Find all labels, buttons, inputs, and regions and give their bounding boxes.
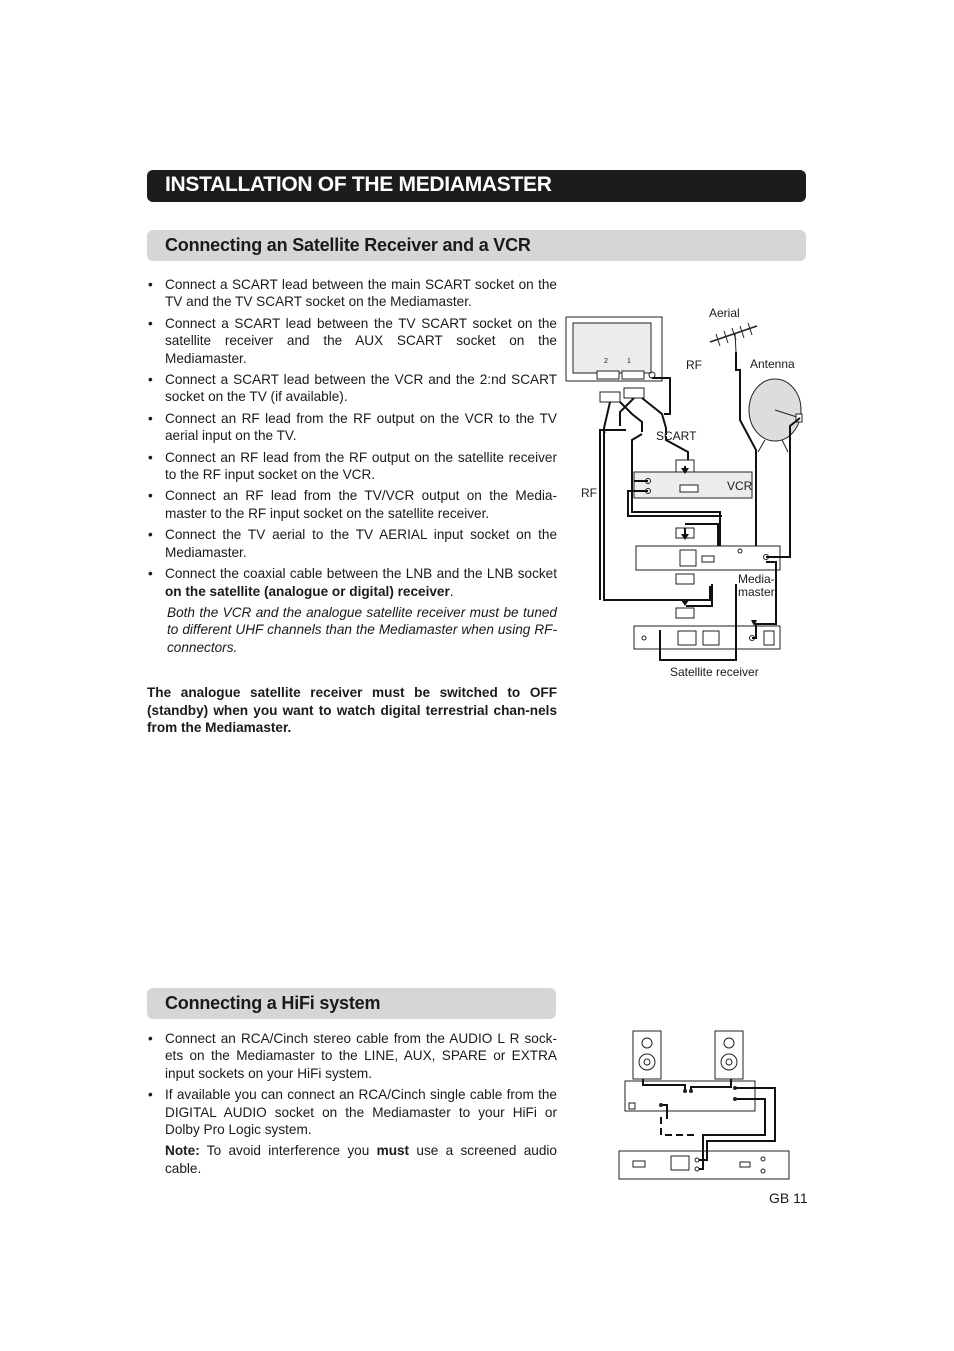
hifi-instructions <box>147 1030 557 1181</box>
tv-socket-2-label: 2 <box>604 358 608 365</box>
hifi-wiring-diagram <box>615 1025 795 1185</box>
list-item: • If available you can connect an RCA/Cinch single cable from the DIGITAL AUDIO socket on the Mediamaster to your HiFi or Dolby Pro Logic system. <box>147 1086 557 1138</box>
lnb-instruction-end: . <box>449 583 454 599</box>
left-speaker-icon <box>633 1031 661 1079</box>
section-heading-bar-satellite-vcr <box>147 230 806 261</box>
list-item: • Connect an RF lead from the RF output on the VCR to the TV aerial input on the TV. <box>147 410 557 445</box>
rf-label-top: RF <box>686 358 702 372</box>
page-number: GB 11 <box>769 1190 808 1206</box>
page-title: INSTALLATION OF THE MEDIAMASTER <box>165 173 552 196</box>
standby-warning: The analogue satellite receiver must be switched to OFF (standby) when you want to watch digital terrestrial chan-nels from the Mediamaster. <box>147 685 557 736</box>
satellite-dish-icon <box>749 379 802 452</box>
tv-socket-1-label: 1 <box>627 358 631 365</box>
list-item: • Connect a SCART lead between the main SCART socket on the TV and the TV SCART socket on the Mediamaster. <box>147 276 557 311</box>
satellite-receiver-device <box>634 626 780 649</box>
mediamaster-label-line1: Media- <box>738 572 775 586</box>
page-title-bar <box>147 170 806 202</box>
aerial-icon <box>710 323 757 352</box>
section-heading-satellite-vcr: Connecting an Satellite Receiver and a VCR <box>165 235 531 255</box>
satellite-receiver-label: Satellite receiver <box>670 665 759 679</box>
satellite-vcr-instructions <box>147 276 557 660</box>
rf-label-left: RF <box>581 486 597 500</box>
note-label: Note: <box>165 1143 200 1159</box>
section-heading-hifi: Connecting a HiFi system <box>165 993 381 1013</box>
list-item <box>147 565 557 600</box>
mediamaster-label <box>738 573 775 599</box>
uhf-channel-note-text: Both the VCR and the analogue satellite receiver must be tuned to different UHF channels than the Mediamaster when using RF-connectors. <box>167 604 557 655</box>
list-item: • Connect an RF lead from the RF output on the satellite receiver to the RF input socket on the VCR. <box>147 449 557 484</box>
list-item: • Connect a SCART lead between the VCR and the 2:nd SCART socket on the TV (if available). <box>147 371 557 406</box>
list-item: • Connect an RCA/Cinch stereo cable from the AUDIO L R sock-ets on the Mediamaster to the LINE, AUX, SPARE or EXTRA input sockets on your HiFi system. <box>147 1030 557 1082</box>
note-bold-must: must <box>376 1143 410 1159</box>
note-text-2: use a screened audio cable. <box>165 1143 557 1176</box>
list-item: • Connect a SCART lead between the TV SCART socket on the satellite receiver and the AUX SCART socket on the Mediamaster. <box>147 315 557 367</box>
right-speaker-icon <box>715 1031 743 1079</box>
antenna-label: Antenna <box>750 357 795 371</box>
list-item: • Connect an RF lead from the TV/VCR output on the Media-master to the RF input socket on the satellite receiver. <box>147 487 557 522</box>
lnb-instruction-text: Connect the coaxial cable between the LNB and the LNB socket <box>165 566 557 582</box>
vcr-label: VCR <box>727 479 753 493</box>
section-heading-bar-hifi <box>147 988 556 1019</box>
aerial-label: Aerial <box>709 306 740 320</box>
list-item: • Connect the TV aerial to the TV AERIAL input socket on the Mediamaster. <box>147 526 557 561</box>
mediamaster-device <box>636 546 780 570</box>
lnb-instruction-bold: on the satellite (analogue or digital) receiver <box>165 583 450 599</box>
uhf-channel-note <box>147 604 557 656</box>
mediamaster-label-line2: master <box>738 585 775 599</box>
scart-label: SCART <box>656 429 697 443</box>
screened-cable-note <box>147 1142 557 1177</box>
note-text-1: To avoid interference you <box>199 1143 377 1159</box>
